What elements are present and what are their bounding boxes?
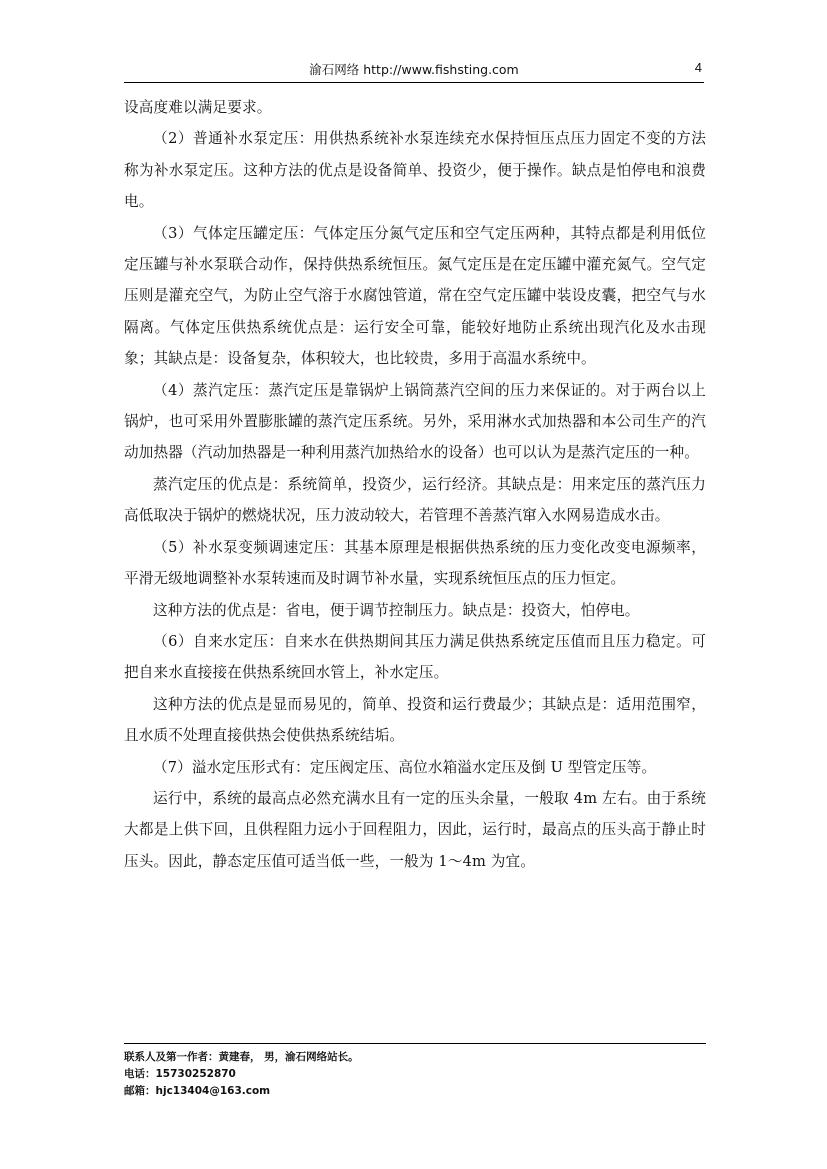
paragraph-variable-frequency: （5）补水泵变频调速定压：其基本原理是根据供热系统的压力变化改变电源频率，平滑无级地调整补水泵转速而及时调节补水量，实现系统恒压点的压力恒定。: [124, 538, 706, 588]
paragraph-steam-pressure: （4）蒸汽定压：蒸汽定压是靠锅炉上锅筒蒸汽空间的压力来保证的。对于两台以上锅炉，也可采用外置膨胀罐的蒸汽定压系统。另外，采用淋水式加热器和本公司生产的汽动加热器（汽动加热器是一种利用蒸汽加热给水的设备）也可以认为是蒸汽定压的一种。: [124, 381, 706, 462]
body-text: [124, 92, 706, 877]
header-site-line: 渝石网络 http://www.fishsting.com: [309, 62, 519, 77]
paragraph-gas-tank-pressure: （3）气体定压罐定压：气体定压分氮气定压和空气定压两种，其特点都是利用低位定压罐与补水泵联合动作，保持供热系统恒压。氮气定压是在定压罐中灌充氮气。空气定压则是灌充空气，为防止空气溶于水腐蚀管道，常在空气定压罐中装设皮囊，把空气与水隔离。气体定压供热系统优点是：运行安全可靠，能较好地防止系统出现汽化及水击现象；其缺点是：设备复杂，体积较大，也比较贵，多用于高温水系统中。: [124, 224, 706, 368]
paragraph-continuation: 设高度难以满足要求。: [124, 99, 272, 116]
paragraph-vf-pros-cons: 这种方法的优点是：省电，便于调节控制压力。缺点是：投资大，怕停电。: [153, 601, 640, 619]
page-footer: [124, 1043, 706, 1100]
footer-phone: 电话：15730252870: [124, 1068, 236, 1080]
page-header: [124, 58, 704, 83]
page-number: 4: [694, 60, 702, 75]
paragraph-steam-pros-cons: 蒸汽定压的优点是：系统简单，投资少，运行经济。其缺点是：用来定压的蒸汽压力高低取决于锅炉的燃烧状况，压力波动较大，若管理不善蒸汽窜入水网易造成水击。: [124, 475, 706, 525]
paragraph-pump-pressure: （2）普通补水泵定压：用供热系统补水泵连续充水保持恒压点压力固定不变的方法称为补水泵定压。这种方法的优点是设备简单、投资少，便于操作。缺点是怕停电和浪费电。: [124, 130, 706, 211]
paragraph-operation: 运行中，系统的最高点必然充满水且有一定的压头余量，一般取 4m 左右。由于系统大都是上供下回，且供程阻力远小于回程阻力，因此，运行时，最高点的压头高于静止时压头。因此，静态定压值可适当低一些，一般为 1～4m 为宜。: [124, 789, 706, 870]
footer-email: 邮箱：hjc13404@163.com: [124, 1085, 271, 1097]
paragraph-tap-water: （6）自来水定压：自来水在供热期间其压力满足供热系统定压值而且压力稳定。可把自来水直接接在供热系统回水管上，补水定压。: [124, 632, 706, 682]
footer-author: 联系人及第一作者：黄建春， 男，渝石网络站长。: [124, 1051, 359, 1063]
paragraph-overflow: （7）溢水定压形式有：定压阀定压、高位水箱溢水定压及倒 U 型管定压等。: [153, 758, 657, 776]
paragraph-tap-water-pros-cons: 这种方法的优点是显而易见的，简单、投资和运行费最少；其缺点是：适用范围窄，且水质不处理直接供热会使供热系统结垢。: [124, 695, 706, 745]
